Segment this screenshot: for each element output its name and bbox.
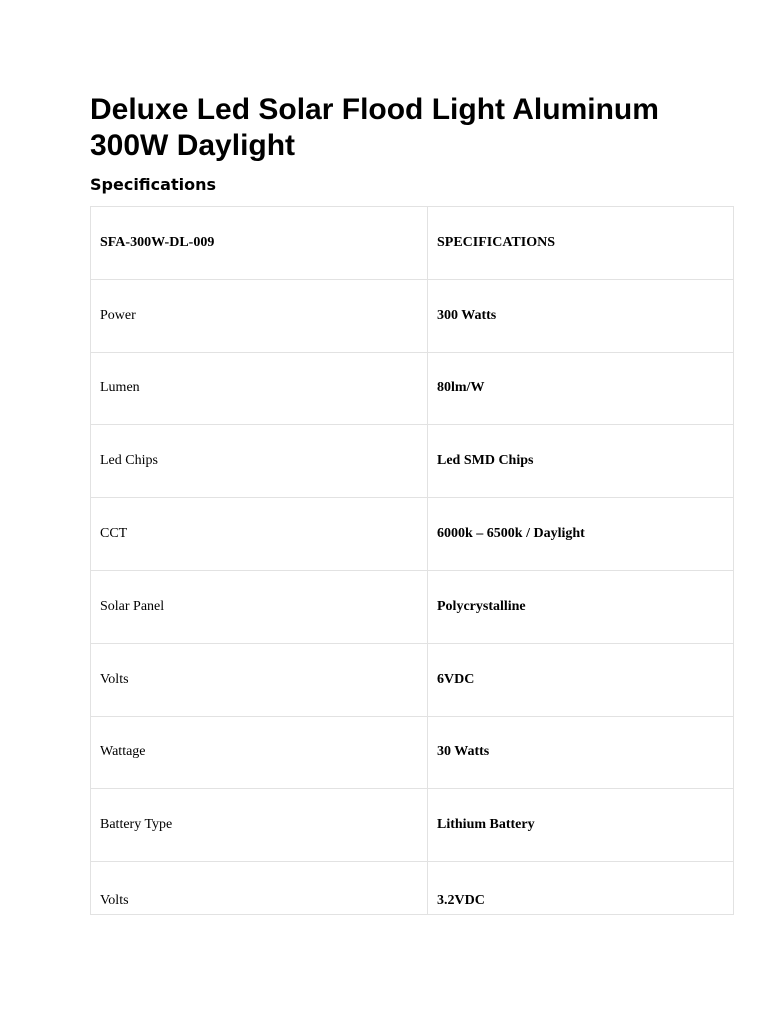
row-value: 6VDC: [428, 643, 734, 716]
row-label: Battery Type: [91, 789, 428, 862]
section-heading: Specifications: [90, 175, 216, 194]
row-value: 80lm/W: [428, 352, 734, 425]
table-row: [91, 425, 734, 498]
table-row: [91, 279, 734, 352]
table-row: [91, 643, 734, 716]
page-title: Deluxe Led Solar Flood Light Aluminum 300W Daylight: [90, 93, 659, 162]
row-label: Wattage: [91, 716, 428, 789]
row-label: Led Chips: [91, 425, 428, 498]
header-model-cell: SFA-300W-DL-009: [91, 207, 428, 280]
table-row: [91, 570, 734, 643]
table-row: [91, 352, 734, 425]
row-value: 3.2VDC: [428, 862, 734, 915]
table-row: [91, 498, 734, 571]
row-value: Led SMD Chips: [428, 425, 734, 498]
row-value: 30 Watts: [428, 716, 734, 789]
document-page: [90, 92, 734, 909]
row-value: Polycrystalline: [428, 570, 734, 643]
row-label: Volts: [91, 862, 428, 915]
row-label: CCT: [91, 498, 428, 571]
row-label: Volts: [91, 643, 428, 716]
table-row: [91, 789, 734, 862]
row-value: 6000k – 6500k / Daylight: [428, 498, 734, 571]
header-specifications-cell: SPECIFICATIONS: [428, 207, 734, 280]
table-row: [91, 862, 734, 915]
specifications-table: [90, 206, 734, 915]
row-label: Power: [91, 279, 428, 352]
row-label: Lumen: [91, 352, 428, 425]
table-header-row: [91, 207, 734, 280]
row-value: Lithium Battery: [428, 789, 734, 862]
row-label: Solar Panel: [91, 570, 428, 643]
row-value: 300 Watts: [428, 279, 734, 352]
table-row: [91, 716, 734, 789]
